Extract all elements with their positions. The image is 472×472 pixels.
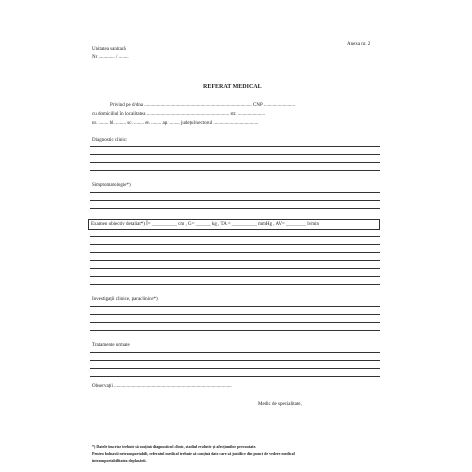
symptoms-line: [90, 200, 380, 201]
investigations-line: [90, 314, 380, 315]
patient-name-line: Privind pe d/dna ...................................................................................... CNP .........................: [110, 103, 296, 108]
observations-label: Observații ..............................................................................................: [92, 384, 232, 389]
treatments-line: [90, 352, 380, 353]
diagnostic-line: [90, 162, 380, 163]
diagnostic-line: [90, 170, 380, 171]
symptoms-label: Simptomatologie*): [92, 183, 131, 188]
treatments-line: [90, 360, 380, 361]
exam-line: [90, 260, 380, 261]
diagnostic-line: [90, 154, 380, 155]
annex-number: Anexa nr. 2: [347, 42, 371, 47]
symptoms-line: [90, 192, 380, 193]
investigations-line: [90, 306, 380, 307]
treatments-line: [90, 368, 380, 369]
footnote-line: *) Datele înscrise trebuie să susțină diagnosticul clinic, stadiul evolutiv și afecțiunilor precoutate.: [92, 444, 257, 449]
investigations-label: Investigații clinice, paraclinice*): [92, 297, 158, 302]
exam-line: [90, 244, 380, 245]
exam-line: [90, 252, 380, 253]
exam-line: [90, 236, 380, 237]
diagnostic-line: [90, 146, 380, 147]
investigations-line: [90, 322, 380, 323]
exam-line: [90, 268, 380, 269]
footnote-line: Pentru bolnavii netransportabili, referatul medical trebuie să conțină date care să justifice din punct de vedere medical: [92, 451, 295, 456]
patient-address-line: cu domiciliul în localitatea .................................................................. str. ......................: [92, 112, 266, 117]
doctor-signature-label: Medic de specialitate,: [258, 402, 302, 407]
footnote-line: intransportabilitatea deplasării.: [92, 458, 147, 463]
form-title: REFERAT MEDICAL: [203, 84, 262, 90]
exam-line: [90, 284, 380, 285]
patient-address-detail-line: nr. ........ bl. ........ sc. ........ et. ........ ap. ........ județul/sectorul ....................................: [92, 121, 259, 126]
treatments-line: [90, 376, 380, 377]
diagnostic-label: Diagnostic clinic:: [92, 138, 128, 143]
investigations-line: [90, 330, 380, 331]
treatments-label: Tratamente urmate: [92, 343, 130, 348]
unit-number: Nr ............. / ........: [92, 55, 129, 60]
exam-line: [90, 276, 380, 277]
exam-label: Examen obiectiv detaliat*) Î= __________ cm , G= ______ kg , TA = __________ mmHg , AV= ________ b/min: [91, 222, 320, 227]
symptoms-line: [90, 208, 380, 209]
unit-label: Unitatea sanitară: [92, 47, 126, 52]
